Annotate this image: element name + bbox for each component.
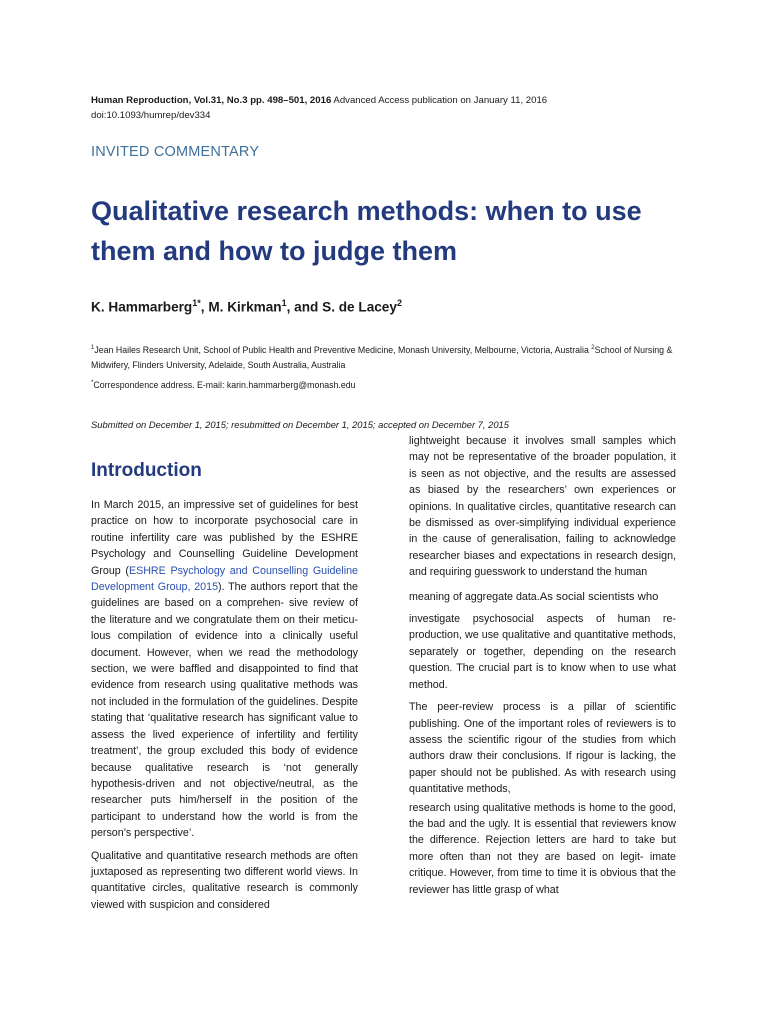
left-column <box>91 497 358 919</box>
section-label: INVITED COMMENTARY <box>91 144 260 160</box>
author-name: S. de Lacey <box>322 299 397 315</box>
affiliation-marker: 1 <box>281 298 287 308</box>
paragraph-text: meaning of aggregate data. <box>409 590 540 603</box>
author-separator: , and <box>286 299 323 315</box>
author-name: M. Kirkman <box>208 299 282 315</box>
journal-doi: doi:10.1093/humrep/dev334 <box>91 110 211 121</box>
affiliations <box>91 341 681 373</box>
correspondence <box>91 380 681 390</box>
author-separator: , <box>200 299 209 315</box>
affiliation-text: School of Nursing & Midwifery, Flinders University, Adelaide, South Australia, Australia <box>91 344 673 370</box>
submission-dates: Submitted on December 1, 2015; resubmitted on December 1, 2015; accepted on December 7, 2015 <box>91 419 509 430</box>
body-paragraph: Qualitative and quantitative research methods are often juxtaposed as representing two different world views. In quantitative circles, qualitative research is commonly viewed with suspicion and considered <box>91 849 358 911</box>
body-paragraph: investigate psychosocial aspects of human re- production, we use qualitative and quantitative methods, separately or together, depending on the research question. The crucial part is to know when to use what method. <box>409 613 676 691</box>
affiliation-text: Jean Hailes Research Unit, School of Public Health and Preventive Medicine, Monash University, Melbourne, Victoria, Australia <box>94 344 592 355</box>
section-heading-introduction: Introduction <box>91 460 202 481</box>
body-paragraph: The peer-review process is a pillar of scientific publishing. One of the important roles of reviewers is to assess the scientific rigour of the studies from which authors draw their conclusions. If rigour is lacking, the paper should not be published. As with research using quantitative methods, <box>409 701 676 796</box>
journal-header <box>91 93 691 123</box>
correspondence-text: Correspondence address. E-mail: karin.hammarberg@monash.edu <box>93 380 356 390</box>
paragraph-text: ). The authors report that the guidelines are based on a comprehen- sive review of the literature and we congratulate them on their meticu- lous compilation of evidence into a clinically useful document. However, when we read the methodology section, we were baffled and disappointed to find that evidence from research using qualitative methods was not included in the formulation of the guidelines. Despite stating that ‘qualitative research has significant value to assess the lived experience of infertility and fertility treatment’, the group excluded this body of evidence because qualitative research is ‘not generally hypothesis-driven and not objective/neutral, as the researcher puts him/herself in the position of the participant to understand how the world is from the person’s perspective’. <box>91 581 358 840</box>
paragraph-text: In March 2015, an impressive set of guidelines for best practice on how to incorporate psychosocial care in routine infertility care was published by the ESHRE Psychology and Counselling Guideline Development Group ( <box>91 499 358 577</box>
journal-citation: Human Reproduction, Vol.31, No.3 pp. 498–501, 2016 <box>91 95 332 106</box>
paragraph-tail <box>409 589 676 605</box>
article-title: Qualitative research methods: when to use them and how to judge them <box>91 196 642 266</box>
citation-link[interactable]: ESHRE Psychology and Counselling Guideline Development Group, 2015 <box>91 564 358 594</box>
paragraph-text: As social scientists who <box>539 590 659 603</box>
body-paragraph <box>91 497 358 842</box>
affiliation-marker: 1 <box>192 298 198 308</box>
affiliation-marker: 1 <box>91 345 95 351</box>
author-name: K. Hammarberg <box>91 299 193 315</box>
body-paragraph: lightweight because it involves small samples which may not be representative of the broader population, it is seen as not objective, and the results are assessed as biased by the researchers’ own experiences or opinions. In qualitative circles, quantitative research can be dismissed as over-simplifying individual experience in the cause of generalisation, failing to acknowledge researcher biases and expectations in research design, and requiring guesswork to understand the human <box>409 435 676 579</box>
journal-access-date: Advanced Access publication on January 11, 2016 <box>331 95 548 106</box>
corresponding-marker: * <box>91 380 94 387</box>
affiliation-marker: 2 <box>591 345 595 351</box>
author-list <box>91 298 402 315</box>
body-paragraph: research using qualitative methods is home to the good, the bad and the ugly. It is essential that reviewers know the difference. Rejection letters are hard to take but more often than not they are based on legit- imate critique. However, from time to time it is obvious that the reviewer has little grasp of what <box>409 801 676 896</box>
affiliation-marker: 2 <box>396 298 402 308</box>
corresponding-marker: * <box>197 298 201 308</box>
right-column <box>409 433 676 904</box>
